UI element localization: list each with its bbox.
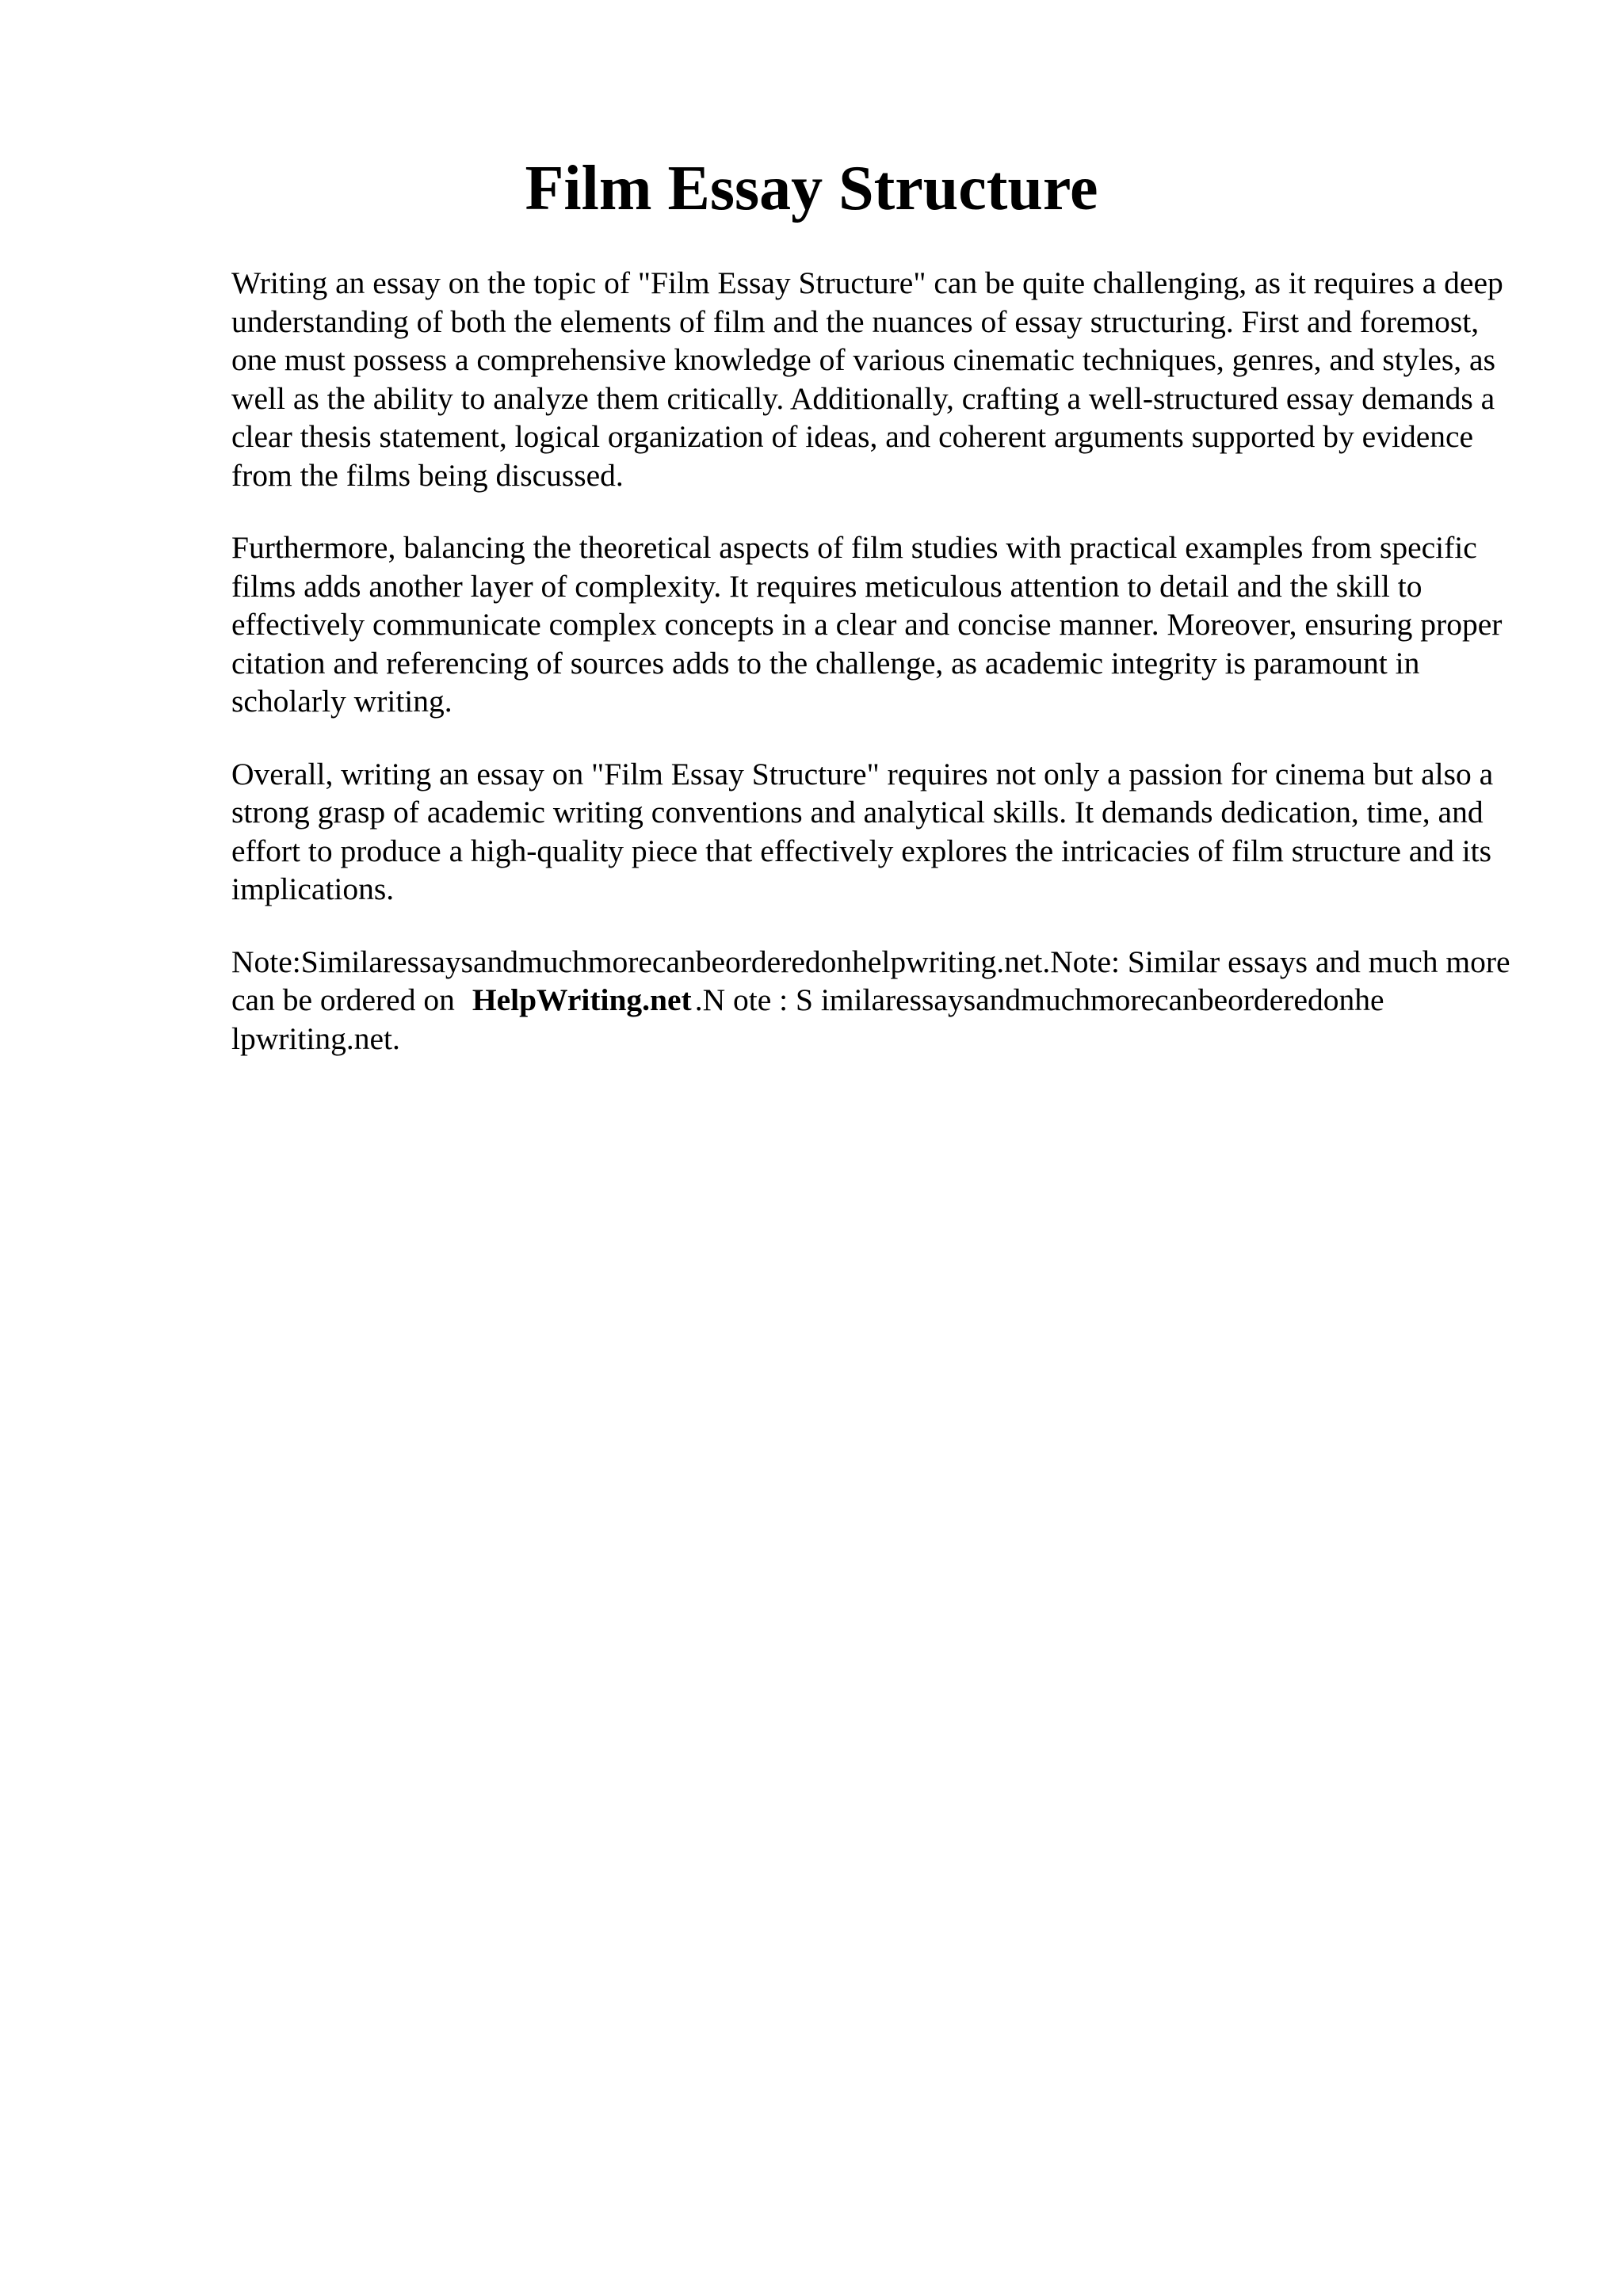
paragraph-complexity: Furthermore, balancing the theoretical aspects of film studies with practical examples from specific films adds another layer of complexity. It requires meticulous attention to detail and the skill to effectively communicate complex concepts in a clear and concise manner. Moreover, ensuring proper citation and referencing of sources adds to the challenge, as academic integrity is paramount in scholarly writing. <box>231 530 1503 719</box>
paragraph-intro: Writing an essay on the topic of "Film Essay Structure" can be quite challenging, as it requires a deep understanding of both the elements of film and the nuances of essay structuring. First and foremost, one must possess a comprehensive knowledge of various cinematic techniques, genres, and styles, as well as the ability to analyze them critically. Additionally, crafting a well-structured essay demands a clear thesis statement, logical organization of ideas, and coherent arguments supported by evidence from the films being discussed. <box>231 265 1503 493</box>
promo-note-trailing-text: .N ote : S imilaressaysandmuchmorecanbeorderedonhe lpwriting.net. <box>231 982 1384 1056</box>
paragraph-conclusion: Overall, writing an essay on "Film Essay Structure" requires not only a passion for cinema but also a strong grasp of academic writing conventions and analytical skills. It demands dedication, time, and effort to produce a high-quality piece that effectively explores the intricacies of film structure and its implications. <box>231 756 1494 906</box>
document-title: Film Essay Structure <box>525 154 1098 223</box>
promo-note <box>231 943 1531 1058</box>
promo-note-text: Note:Similaressaysandmuchmorecanbeorderedonhelpwriting.net.Note: Similar essays and much more can be ordered on <box>231 944 1510 1017</box>
promo-brand-link[interactable]: HelpWriting.net <box>472 982 692 1017</box>
document-body <box>231 264 1531 1058</box>
